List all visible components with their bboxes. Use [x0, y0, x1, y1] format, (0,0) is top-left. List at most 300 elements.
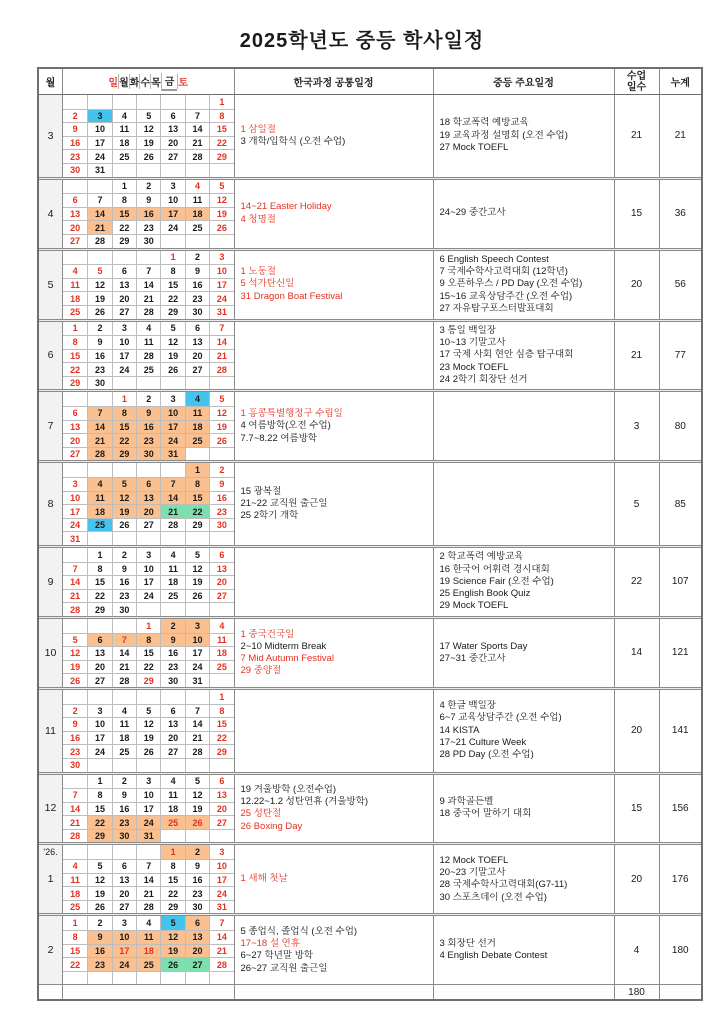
- day-cell: 27: [160, 149, 184, 163]
- day-cell: 26: [136, 149, 160, 163]
- day-cell: 20: [160, 731, 184, 745]
- day-cell: [136, 376, 160, 390]
- day-cell: 4: [112, 109, 136, 123]
- day-cell: 6: [112, 859, 136, 873]
- day-cell: 21: [136, 886, 160, 900]
- day-cell: 25: [185, 220, 209, 234]
- day-cell: 22: [63, 957, 87, 971]
- event-line: 3 개학/입학식 (오전 수업): [240, 135, 346, 147]
- day-cell: [63, 690, 87, 704]
- header-class-days-bottom: 일수: [626, 81, 647, 93]
- day-cell: 16: [185, 278, 209, 292]
- event-line: 17 Water Sports Day: [439, 640, 528, 652]
- day-cell: 19: [63, 660, 87, 674]
- cumulative-count: 180: [659, 916, 702, 984]
- day-cell: [209, 447, 233, 461]
- day-cell: 5: [185, 548, 209, 562]
- day-cell: 27: [185, 362, 209, 376]
- day-cell: 10: [136, 788, 160, 802]
- day-cell: [112, 376, 136, 390]
- summary-month-spacer: [39, 985, 62, 999]
- event-line: 30 스포츠데이 (오전 수업): [439, 891, 547, 903]
- day-cell: 9: [87, 335, 111, 349]
- event-line: 21~22 교직원 출근일: [240, 498, 328, 510]
- day-cell: [160, 376, 184, 390]
- day-cell: 25: [87, 518, 111, 532]
- day-cell: 2: [160, 619, 184, 633]
- day-cell: 8: [160, 859, 184, 873]
- cumulative-count: 85: [659, 463, 702, 545]
- day-cell: 11: [87, 491, 111, 505]
- day-cell: 21: [112, 660, 136, 674]
- day-cell: 26: [160, 957, 184, 971]
- korean-program-events: [234, 845, 433, 913]
- day-cell: 21: [185, 731, 209, 745]
- day-cell: 1: [209, 690, 233, 704]
- day-cell: 21: [160, 504, 184, 518]
- day-cell: 2: [87, 322, 111, 336]
- day-cell: 15: [87, 802, 111, 816]
- day-cell: 30: [112, 829, 136, 843]
- korean-program-events: [234, 916, 433, 984]
- day-cell: 9: [112, 788, 136, 802]
- day-cell: 3: [185, 619, 209, 633]
- day-cell: [185, 95, 209, 109]
- month-block-11: [39, 690, 701, 772]
- day-cell: 23: [63, 149, 87, 163]
- table-header: [39, 69, 701, 95]
- month-number: 1: [47, 873, 54, 886]
- day-cell: 30: [63, 163, 87, 177]
- day-cell: 4: [185, 392, 209, 406]
- day-cell: 11: [185, 193, 209, 207]
- month-block-1: [39, 845, 701, 913]
- day-cell: 11: [136, 930, 160, 944]
- day-cell: 18: [185, 420, 209, 434]
- day-cell: 20: [63, 220, 87, 234]
- day-cell: 2: [112, 548, 136, 562]
- day-cell: 28: [136, 900, 160, 914]
- day-cell: 6: [160, 704, 184, 718]
- middle-school-events: [433, 916, 614, 984]
- day-cell: [63, 845, 87, 859]
- day-cell: 25: [112, 149, 136, 163]
- event-line: 17~21 Culture Week: [439, 736, 527, 748]
- day-cell: 16: [87, 349, 111, 363]
- day-cell: 11: [160, 788, 184, 802]
- day-cell: 6: [209, 775, 233, 789]
- day-cell: 8: [87, 562, 111, 576]
- day-cell: 12: [136, 717, 160, 731]
- year-label: '26.: [43, 847, 58, 858]
- event-line: 25 성탄절: [240, 808, 282, 820]
- day-cell: [160, 829, 184, 843]
- month-block-8: [39, 463, 701, 545]
- day-cell: 4: [63, 859, 87, 873]
- day-cell: 14: [209, 930, 233, 944]
- day-cell: [63, 95, 87, 109]
- day-cell: [209, 376, 233, 390]
- middle-school-events: [433, 690, 614, 772]
- day-cell: 20: [185, 349, 209, 363]
- day-cell: 28: [87, 234, 111, 248]
- header-day-fri: [161, 73, 178, 91]
- day-cell: 11: [160, 562, 184, 576]
- header-class-days: [614, 69, 659, 94]
- day-cell: 10: [112, 930, 136, 944]
- day-cell: 24: [160, 433, 184, 447]
- day-cell: 9: [185, 264, 209, 278]
- day-cell: 8: [63, 930, 87, 944]
- day-cell: 4: [209, 619, 233, 633]
- header-days: [62, 69, 234, 94]
- day-cell: 15: [87, 575, 111, 589]
- day-cell: [185, 163, 209, 177]
- day-cell: 8: [209, 704, 233, 718]
- day-cell: 15: [63, 944, 87, 958]
- event-line: 26 Boxing Day: [240, 820, 303, 832]
- month-block-6: [39, 322, 701, 390]
- day-cell: 2: [112, 775, 136, 789]
- day-cell: 10: [185, 633, 209, 647]
- day-cell: 31: [63, 531, 87, 545]
- day-cell: 26: [87, 305, 111, 319]
- cumulative-count: 77: [659, 322, 702, 390]
- day-cell: [112, 531, 136, 545]
- day-cell: 7: [136, 264, 160, 278]
- month-label: [39, 775, 62, 843]
- class-days-count: 20: [614, 690, 659, 772]
- day-cell: 22: [87, 589, 111, 603]
- day-cell: 23: [185, 886, 209, 900]
- day-cell: 18: [209, 646, 233, 660]
- day-cell: 28: [63, 829, 87, 843]
- day-cell: 13: [209, 562, 233, 576]
- day-cell: 15: [112, 207, 136, 221]
- day-cell: [209, 829, 233, 843]
- month-label: [39, 916, 62, 984]
- day-cell: 24: [136, 815, 160, 829]
- cumulative-count: 121: [659, 619, 702, 687]
- event-line: 10~13 기말고사: [439, 337, 506, 349]
- day-cell: [63, 971, 87, 985]
- day-cell: 26: [112, 518, 136, 532]
- day-cell: 9: [63, 717, 87, 731]
- event-line: 19 겨울방학 (오전수업): [240, 784, 337, 796]
- day-cell: 29: [185, 518, 209, 532]
- month-number: 2: [47, 944, 54, 957]
- day-cell: 25: [160, 589, 184, 603]
- day-cell: 13: [63, 420, 87, 434]
- day-cell: 28: [160, 518, 184, 532]
- day-cell: [63, 463, 87, 477]
- day-cell: [136, 251, 160, 265]
- day-cell: 15: [63, 349, 87, 363]
- day-cell: 25: [160, 815, 184, 829]
- day-cell: 19: [87, 291, 111, 305]
- day-cell: 19: [209, 420, 233, 434]
- day-cell: 31: [87, 163, 111, 177]
- day-cell: [112, 251, 136, 265]
- month-label: [39, 548, 62, 616]
- day-cell: [87, 392, 111, 406]
- event-line: 7.7~8.22 여름방학: [240, 432, 318, 444]
- event-line: 24 2학기 회장단 선거: [439, 373, 528, 385]
- event-line: 4 청명절: [240, 213, 276, 225]
- day-cell: 2: [185, 845, 209, 859]
- event-line: 1 새해 첫날: [240, 873, 288, 885]
- day-cell: [63, 619, 87, 633]
- day-cell: [209, 163, 233, 177]
- header-day-fri-label: 금: [162, 73, 178, 91]
- day-cell: 21: [209, 349, 233, 363]
- day-cell: 21: [87, 433, 111, 447]
- day-cell: [112, 758, 136, 772]
- korean-program-events: [234, 463, 433, 545]
- day-cell: 4: [87, 477, 111, 491]
- day-cell: 23: [136, 220, 160, 234]
- day-cell: 17: [209, 873, 233, 887]
- event-line: 5 종업식, 졸업식 (오전 수업): [240, 926, 358, 938]
- header-day-thu: 목: [150, 74, 161, 89]
- mini-calendar: [62, 775, 234, 843]
- day-cell: 29: [63, 376, 87, 390]
- months-container: [39, 95, 701, 984]
- day-cell: [160, 234, 184, 248]
- day-cell: [87, 531, 111, 545]
- day-cell: 14: [136, 278, 160, 292]
- day-cell: 10: [87, 717, 111, 731]
- mini-calendar: [62, 548, 234, 616]
- day-cell: [185, 531, 209, 545]
- month-label: [39, 251, 62, 319]
- class-days-count: 15: [614, 180, 659, 248]
- month-number: 9: [47, 575, 54, 588]
- day-cell: 27: [185, 957, 209, 971]
- day-cell: [185, 234, 209, 248]
- day-cell: 7: [112, 633, 136, 647]
- day-cell: 17: [63, 504, 87, 518]
- day-cell: 6: [185, 916, 209, 930]
- day-cell: [136, 95, 160, 109]
- middle-school-events: [433, 548, 614, 616]
- day-cell: 3: [87, 704, 111, 718]
- day-cell: 8: [63, 335, 87, 349]
- day-cell: 12: [185, 562, 209, 576]
- event-line: 6~27 학년말 방학: [240, 950, 314, 962]
- event-line: 1 노동절: [240, 266, 276, 278]
- day-cell: 16: [63, 136, 87, 150]
- day-cell: 7: [136, 859, 160, 873]
- day-cell: 5: [112, 477, 136, 491]
- day-cell: 3: [209, 845, 233, 859]
- day-cell: 6: [185, 322, 209, 336]
- day-cell: 22: [209, 136, 233, 150]
- day-cell: 2: [87, 916, 111, 930]
- day-cell: 5: [136, 704, 160, 718]
- month-block-7: [39, 392, 701, 460]
- day-cell: [87, 690, 111, 704]
- cumulative-count: 141: [659, 690, 702, 772]
- day-cell: 13: [160, 717, 184, 731]
- event-line: 19 Science Fair (오전 수업): [439, 575, 554, 587]
- day-cell: 28: [63, 602, 87, 616]
- day-cell: 9: [209, 477, 233, 491]
- day-cell: 20: [160, 136, 184, 150]
- day-cell: [136, 463, 160, 477]
- month-number: 5: [47, 278, 54, 291]
- day-cell: [112, 971, 136, 985]
- day-cell: 25: [209, 660, 233, 674]
- day-cell: 27: [112, 900, 136, 914]
- day-cell: 16: [112, 802, 136, 816]
- mini-calendar: [62, 95, 234, 177]
- day-cell: 30: [185, 900, 209, 914]
- event-line: 12 Mock TOEFL: [439, 855, 509, 867]
- event-line: 15~16 교육상담주간 (오전 수업): [439, 290, 573, 302]
- day-cell: 26: [209, 433, 233, 447]
- day-cell: 22: [136, 660, 160, 674]
- day-cell: 2: [209, 463, 233, 477]
- day-cell: 3: [136, 775, 160, 789]
- day-cell: 11: [185, 406, 209, 420]
- day-cell: 22: [209, 731, 233, 745]
- day-cell: 12: [209, 406, 233, 420]
- day-cell: 12: [160, 335, 184, 349]
- day-cell: 1: [112, 180, 136, 194]
- day-cell: [87, 251, 111, 265]
- day-cell: 24: [112, 362, 136, 376]
- header-cumulative: 누계: [659, 69, 702, 94]
- event-line: 4 English Debate Contest: [439, 950, 548, 962]
- day-cell: 28: [136, 305, 160, 319]
- day-cell: 6: [112, 264, 136, 278]
- day-cell: 16: [209, 491, 233, 505]
- event-line: 17 국제 사회 현안 심층 탐구대회: [439, 349, 574, 361]
- mini-calendar: [62, 251, 234, 319]
- summary-cumulative-spacer: [659, 985, 702, 999]
- month-label: [39, 690, 62, 772]
- day-cell: 4: [160, 775, 184, 789]
- day-cell: 29: [160, 900, 184, 914]
- day-cell: 6: [136, 477, 160, 491]
- day-cell: 7: [185, 109, 209, 123]
- middle-school-events: [433, 775, 614, 843]
- day-cell: 28: [87, 447, 111, 461]
- day-cell: 17: [160, 420, 184, 434]
- day-cell: 30: [160, 673, 184, 687]
- day-cell: 17: [112, 944, 136, 958]
- day-cell: 26: [63, 673, 87, 687]
- day-cell: 12: [160, 930, 184, 944]
- day-cell: 20: [185, 944, 209, 958]
- day-cell: 14: [209, 335, 233, 349]
- day-cell: 23: [63, 744, 87, 758]
- day-cell: 15: [185, 491, 209, 505]
- day-cell: 13: [112, 278, 136, 292]
- day-cell: 12: [63, 646, 87, 660]
- header-day-sun: 일: [108, 78, 119, 89]
- day-cell: 1: [136, 619, 160, 633]
- day-cell: 28: [209, 957, 233, 971]
- day-cell: 8: [209, 109, 233, 123]
- day-cell: 20: [87, 660, 111, 674]
- page-title: 2025학년도 중등 학사일정: [239, 30, 485, 52]
- event-line: 31 Dragon Boat Festival: [240, 290, 343, 302]
- day-cell: [112, 95, 136, 109]
- day-cell: 16: [136, 207, 160, 221]
- day-cell: [160, 463, 184, 477]
- day-cell: 4: [136, 916, 160, 930]
- day-cell: 27: [63, 234, 87, 248]
- header-month: 월: [45, 78, 56, 89]
- day-cell: 27: [160, 744, 184, 758]
- month-label: [39, 845, 62, 913]
- day-cell: 2: [185, 251, 209, 265]
- day-cell: 17: [87, 731, 111, 745]
- day-cell: 22: [160, 291, 184, 305]
- cumulative-count: 80: [659, 392, 702, 460]
- day-cell: 3: [63, 477, 87, 491]
- korean-program-events: [234, 392, 433, 460]
- day-cell: 12: [136, 122, 160, 136]
- day-cell: 28: [185, 149, 209, 163]
- day-cell: 8: [185, 477, 209, 491]
- day-cell: 12: [112, 491, 136, 505]
- day-cell: 16: [160, 646, 184, 660]
- day-cell: 24: [112, 957, 136, 971]
- day-cell: 10: [160, 406, 184, 420]
- day-cell: [87, 845, 111, 859]
- day-cell: 6: [63, 406, 87, 420]
- day-cell: [160, 95, 184, 109]
- day-cell: 21: [136, 291, 160, 305]
- day-cell: 19: [160, 944, 184, 958]
- middle-school-events: [433, 251, 614, 319]
- day-cell: 15: [160, 873, 184, 887]
- day-cell: 27: [63, 447, 87, 461]
- day-cell: 5: [209, 180, 233, 194]
- day-cell: [112, 845, 136, 859]
- day-cell: 6: [209, 548, 233, 562]
- day-cell: 29: [209, 149, 233, 163]
- class-days-count: 22: [614, 548, 659, 616]
- month-number: 12: [44, 802, 57, 815]
- middle-school-events: [433, 322, 614, 390]
- middle-school-events: [433, 392, 614, 460]
- day-cell: 7: [209, 916, 233, 930]
- day-cell: 17: [87, 136, 111, 150]
- day-cell: 7: [87, 193, 111, 207]
- day-cell: 6: [63, 193, 87, 207]
- day-cell: 30: [136, 234, 160, 248]
- day-cell: 9: [136, 193, 160, 207]
- event-line: 17~18 설 연휴: [240, 938, 300, 950]
- event-line: 9 과학골든벨: [439, 796, 494, 808]
- day-cell: 9: [160, 633, 184, 647]
- day-cell: 5: [185, 775, 209, 789]
- day-cell: 10: [136, 562, 160, 576]
- day-cell: [136, 690, 160, 704]
- day-cell: 9: [136, 406, 160, 420]
- day-cell: 26: [185, 589, 209, 603]
- day-cell: [87, 463, 111, 477]
- day-cell: 29: [112, 447, 136, 461]
- day-cell: [160, 690, 184, 704]
- day-cell: 29: [160, 305, 184, 319]
- day-cell: 21: [63, 815, 87, 829]
- calendar-table: [37, 67, 703, 1001]
